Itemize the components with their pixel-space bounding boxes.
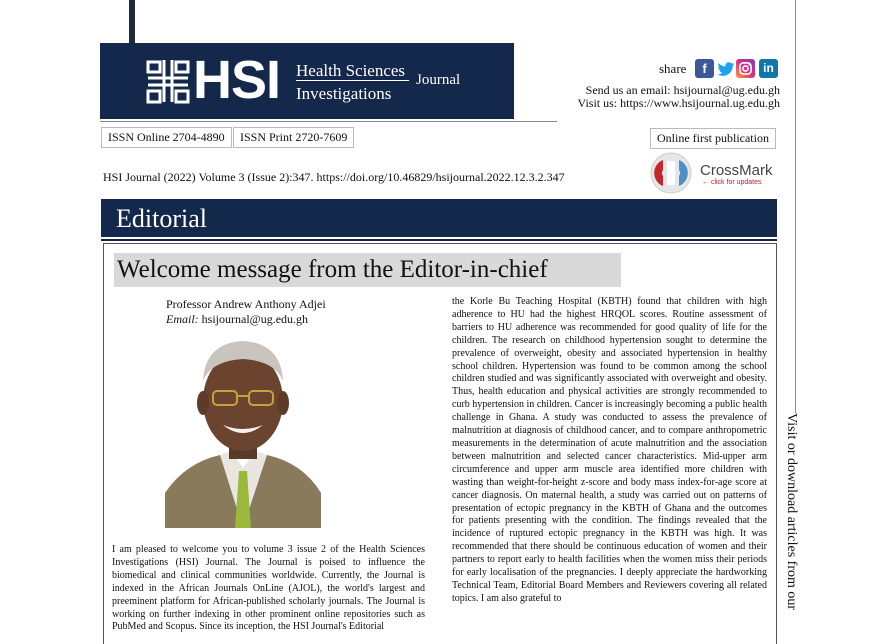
section-underline (101, 239, 777, 241)
section-title: Editorial (116, 204, 207, 233)
linkedin-icon[interactable]: in (759, 59, 778, 78)
hsi-logo-icon (146, 58, 190, 104)
share-label: share (659, 61, 687, 76)
email-address[interactable]: hsijournal@ug.edu.gh (198, 312, 309, 326)
crossmark-sub: ← click for updates (702, 179, 762, 186)
body-left-column: I am pleased to welcome you to volume 3 issue 2 of the Health Sciences Investigations (HSI) Journal. The Journal is poised to influence the biomedical and clinical communities worldwide. Currently, the Journal is indexed in the African Journals OnLine (AJOL), the world's largest and preeminent platform for African-published scholarly journals. The Journal is working on further indexing in other prominent online repositories such as PubMed and Scopus. Since its inception, the HSI Journal's Editorial (112, 544, 425, 633)
side-rule (795, 0, 796, 413)
issn-online-badge: ISSN Online 2704-4890 (101, 127, 232, 148)
issn-print-badge: ISSN Print 2720-7609 (233, 127, 354, 148)
crossmark-icon[interactable] (650, 152, 692, 194)
author-email (166, 312, 308, 327)
author-photo (165, 333, 321, 528)
header-rule (100, 121, 557, 122)
crossmark-label[interactable]: CrossMark (700, 162, 773, 179)
side-visit-text[interactable]: Visit or download articles from our (784, 413, 799, 611)
twitter-icon[interactable] (716, 59, 735, 78)
logo-divider (296, 80, 409, 81)
logo-journal-word: Journal (416, 72, 461, 88)
email-label: Email: (166, 312, 199, 326)
author-name: Professor Andrew Anthony Adjei (166, 297, 326, 311)
contact-email[interactable]: Send us an email: hsijournal@ug.edu.gh (585, 83, 780, 97)
logo-title-line2: Investigations (296, 84, 392, 103)
facebook-icon[interactable]: f (695, 59, 714, 78)
top-accent-bar (129, 0, 135, 44)
body-right-column: the Korle Bu Teaching Hospital (KBTH) found that children with high adherence to HU had the highest HRQOL scores. Routine assessment of barriers to HU adherence was recommended for good quality of life for the children. The research on childhood hypertension sought to determine the prevalence of overweight, obesity and associated hypertension in healthy school children. Hypertension was found to be common among the school children studied and was significantly associated with overweight and obesity. Thus, health education and physical activities are strongly recommended to curb hypertension in children. Cancer is increasingly becoming a public health challenge in Ghana. A study was conducted to assess the prevalence of malnutrition at diagnosis of childhood cancer, and to compare anthropometric measurements in the determination of acute malnutrition and the association between malnutrition and selected cancer characteristics. Mid-upper arm circumference and upper arm muscle area identified more children with wasting than weight-for-height z-score and body mass index-for-age score at cancer diagnosis. On maternal health, a study was carried out on patterns of presentation of ectopic pregnancy in the KBTH of Ghana and the outcomes for patients presenting with the condition. The findings revealed that the incidence of ruptured ectopic pregnancy in the KBTH was high. It was recommended that there should be continuous education of women and their partners to report early to health facilities when the women miss their periods for early localisation of the pregnancies. I deeply appreciate the hardworking Technical Team, Editorial Board Members and Reviewers covering all related topics. I am also grateful to (452, 296, 767, 604)
article-title: Welcome message from the Editor-in-chief (117, 256, 548, 283)
citation-doi[interactable]: HSI Journal (2022) Volume 3 (Issue 2):347. https://doi.org/10.46829/hsijournal.2022.12.3.2.347 (103, 170, 565, 184)
logo-title-line1: Health Sciences (296, 61, 406, 80)
instagram-icon[interactable] (736, 59, 755, 78)
contact-website[interactable]: Visit us: https://www.hsijournal.ug.edu.gh (577, 96, 780, 110)
online-first-badge: Online first publication (650, 128, 776, 149)
logo-abbreviation: HSI (193, 50, 281, 110)
